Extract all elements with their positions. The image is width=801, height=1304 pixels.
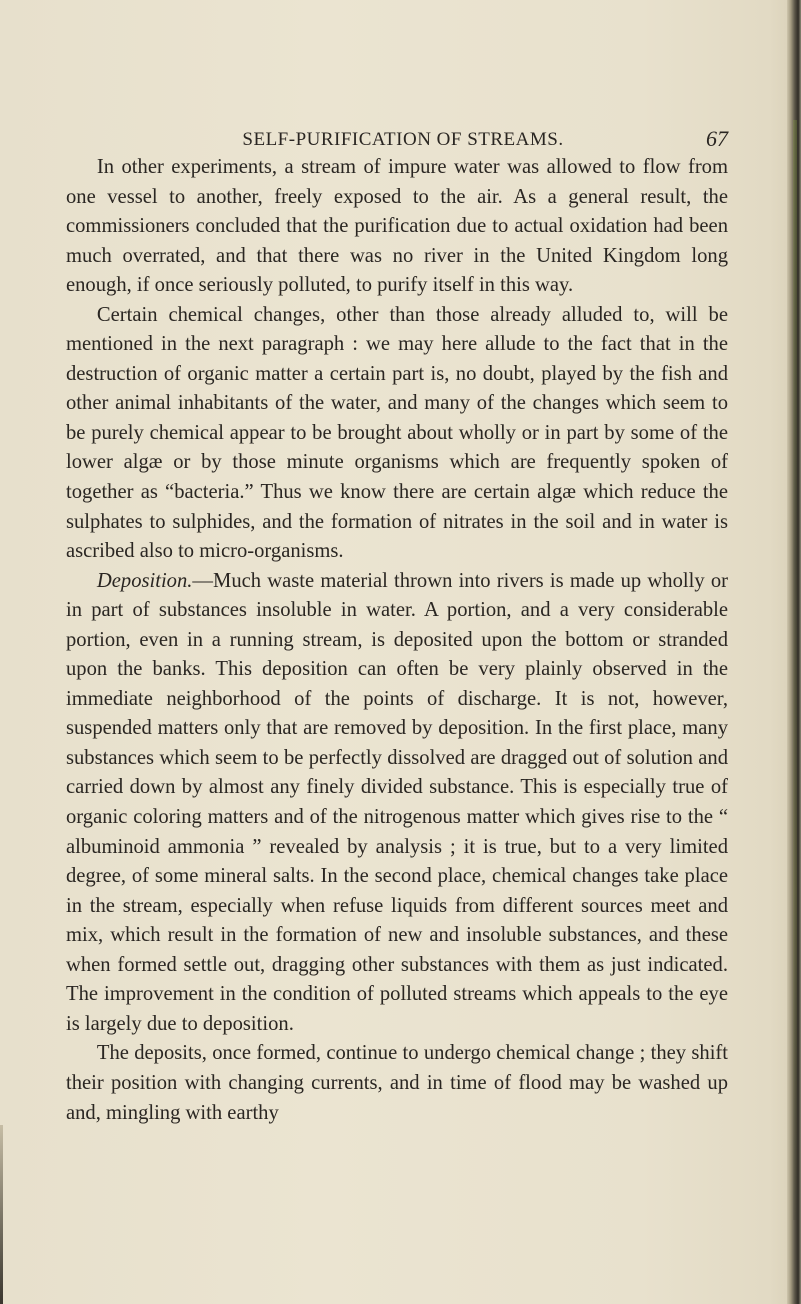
binding-edge-tint — [793, 120, 797, 1220]
body-text — [66, 153, 728, 1128]
section-heading-deposition: Deposition. — [96, 569, 193, 592]
page-left-shadow — [0, 1125, 3, 1304]
paragraph-4: The deposits, once formed, continue to undergo chemical change ; they shift their position with changing currents, and in time of flood may be washed up and, mingling with earthy — [66, 1042, 728, 1124]
paragraph-2: Certain chemical changes, other than those already alluded to, will be mentioned in the next paragraph : we may here allude to the fact that in the destruction of organic matter a certain part is, no doubt, played by the fish and other animal inhabitants of the water, and many of the changes which seem to be purely chemical appear to be brought about wholly or in part by some of the lower algæ or by those minute organisms which are frequently spoken of together as “bacteria.” Thus we know there are certain algæ which reduce the sulphates to sulphides, and the formation of nitrates in the soil and in water is ascribed also to micro-organisms. — [66, 303, 728, 563]
paragraph-3 — [66, 567, 728, 1040]
paragraph-1: In other experiments, a stream of impure water was allowed to flow from one vessel to another, freely exposed to the air. As a general result, the commissioners concluded that the purification due to actual oxidation had been much overrated, and that there was no river in the United Kingdom long enough, if once seriously polluted, to purify itself in this way. — [66, 156, 728, 297]
paragraph-3-text: —Much waste material thrown into rivers is made up wholly or in part of substances insoluble in water. A portion, and a very considerable portion, even in a running stream, is deposited upon the bottom or stranded upon the banks. This deposition can often be very plainly observed in the immediate neighborhood of the points of discharge. It is not, however, suspended matters only that are removed by deposition. In the first place, many substances which seem to be perfectly dissolved are dragged out of solution and carried down by almost any finely divided substance. This is especially true of organic coloring matters and of the nitrogenous matter which gives rise to the “ albuminoid ammonia ” revealed by analysis ; it is true, but to a very limited degree, of some mineral salts. In the second place, chemical changes take place in the stream, especially when refuse liquids from different sources meet and mix, which result in the formation of new and insoluble substances, and these when formed settle out, dragging other substances with them as just indicated. The improvement in the condition of polluted streams which appeals to the eye is largely due to deposition. — [66, 569, 728, 1035]
page-number: 67 — [706, 126, 728, 151]
running-head: SELF-PURIFICATION OF STREAMS. — [242, 129, 564, 150]
